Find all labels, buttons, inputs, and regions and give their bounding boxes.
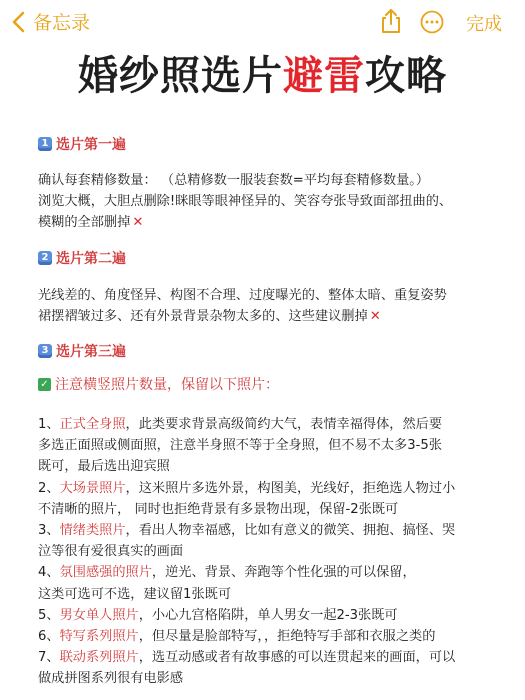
list-number: 5、 — [38, 607, 60, 623]
back-button[interactable] — [12, 8, 90, 35]
list-item — [38, 647, 508, 668]
section-1-title: 选片第一遍 — [56, 137, 126, 153]
list-item — [38, 626, 508, 647]
list-highlight: 氛围感强的照片 — [59, 565, 152, 581]
list-highlight: 正式全身照 — [59, 417, 126, 432]
number-1-icon: 1 — [38, 137, 52, 151]
list-highlight: 情绪类照片 — [59, 523, 126, 539]
list-item — [38, 414, 508, 435]
title-highlight: 避雷 — [283, 53, 365, 99]
cross-mark-icon: ✕ — [369, 309, 381, 324]
list-number: 4、 — [38, 565, 60, 581]
navigation-bar — [0, 0, 525, 44]
number-3-icon: 3 — [38, 344, 52, 358]
section-1-line-3: 模糊的全部删掉 — [38, 215, 131, 230]
title-part-2: 攻略 — [365, 53, 447, 99]
list-text: ，看出人物幸福感，比如有意义的微笑、拥抱、搞怪、哭 — [125, 523, 456, 539]
section-2-line-2: 裙摆褶皱过多、还有外景背景杂物太多的、这些建议删掉 — [38, 309, 368, 324]
list-item-cont: 既可，最后选出迎宾照 — [38, 459, 170, 475]
section-2-line-2-wrap — [38, 306, 508, 327]
section-2-header — [38, 248, 126, 268]
list-item — [38, 605, 508, 626]
section-1-line-3-wrap — [38, 212, 508, 233]
more-icon[interactable] — [420, 10, 444, 34]
share-icon[interactable] — [380, 8, 402, 34]
list-highlight: 特写系列照片 — [59, 629, 139, 645]
list-text: ，此类要求背景高级简约大气，表情幸福得体，然后要 — [125, 417, 443, 432]
list-text: ，这米照片多选外景，构图美，光线好，拒绝选人物过小 — [125, 480, 456, 496]
photo-list — [38, 414, 508, 690]
list-number: 3、 — [38, 523, 60, 539]
section-1-line-2: 浏览大概，大胆点删除!眯眼等眼神怪异的、笑容夸张导致面部扭曲的、 — [38, 194, 453, 209]
list-item-cont: 不清晰的照片， 同时也拒绝背景有多景物出现，保留-2张既可 — [38, 501, 399, 517]
list-highlight: 大场景照片 — [59, 480, 126, 496]
list-text: ，选互动感或者有故事感的可以连贯起来的画面，可以 — [138, 650, 456, 666]
cross-mark-icon: ✕ — [132, 215, 144, 230]
list-item — [38, 478, 508, 499]
list-number: 7、 — [38, 650, 60, 666]
check-box-icon: ✓ — [38, 378, 51, 391]
section-1-line-1: 确认每套精修数量： （总精修数一服装套数=平均每套精修数量。） — [38, 173, 430, 188]
title-part-1: 婚纱照选片 — [78, 53, 283, 99]
section-1-header — [38, 134, 126, 154]
section-3-header — [38, 341, 126, 361]
keep-note-text: 注意横竖照片数量，保留以下照片： — [55, 377, 279, 393]
section-2-line-1: 光线差的、角度怪异、构图不合理、过度曝光的、整体太暗、重复姿势 — [38, 288, 447, 303]
list-item — [38, 562, 508, 583]
list-text: ，但尽量是脸部特写，，拒绝特写手部和衣服之类的 — [138, 629, 436, 645]
list-text: ，小心九宫格陷阱，单人男女一起2-3张既可 — [138, 607, 398, 623]
section-2-title: 选片第二遍 — [56, 251, 126, 267]
number-2-icon: 2 — [38, 251, 52, 265]
list-item-cont: 这类可选可不选，建议留1张既可 — [38, 586, 232, 602]
list-number: 6、 — [38, 629, 60, 645]
back-label: 备忘录 — [33, 12, 91, 34]
list-number: 2、 — [38, 480, 60, 496]
section-1-body — [38, 170, 508, 233]
note-title — [0, 50, 525, 102]
list-number: 1、 — [38, 417, 60, 432]
list-text: ，逆光、背景、奔跑等个性化强的可以保留， — [151, 565, 416, 581]
list-highlight: 男女单人照片 — [59, 607, 139, 623]
list-item-cont: 泣等很有爱很真实的画面 — [38, 544, 184, 560]
list-item-cont: 做成拼图系列很有电影感 — [38, 671, 184, 687]
list-item — [38, 520, 508, 541]
list-highlight: 联动系列照片 — [59, 650, 139, 666]
chevron-left-icon — [12, 11, 25, 33]
section-2-body — [38, 285, 508, 327]
done-button[interactable]: 完成 — [466, 14, 502, 35]
list-item-cont: 多选正面照或侧面照，注意半身照不等于全身照，但不易不太多3-5张 — [38, 438, 442, 454]
keep-note — [38, 374, 279, 394]
section-3-title: 选片第三遍 — [56, 344, 126, 360]
